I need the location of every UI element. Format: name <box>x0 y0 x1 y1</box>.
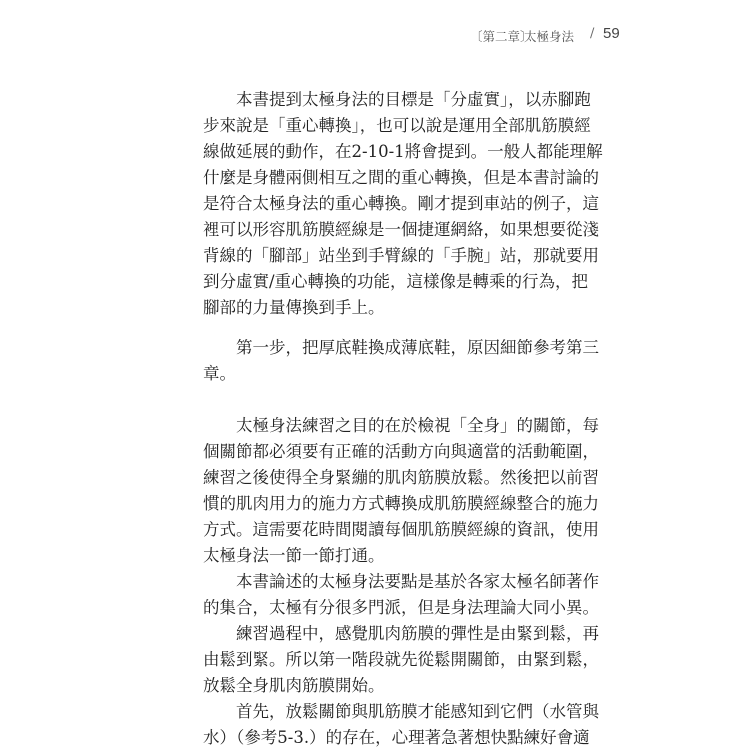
text-line: 到分虛實/重心轉換的功能，這樣像是轉乘的行為，把 <box>203 272 589 291</box>
text-line: 太極身法練習之目的在於檢視「全身」的關節，每 <box>236 416 599 435</box>
text-line: 章。 <box>203 364 236 383</box>
chapter-label: 〔第二章〕 <box>470 29 533 44</box>
text-line: 太極身法一節一節打通。 <box>203 546 385 565</box>
text-line: 首先，放鬆關節與肌筋膜才能感知到它們（水管與 <box>236 702 599 721</box>
text-line: 第一步，把厚底鞋換成薄底鞋，原因細節參考第三 <box>236 338 599 357</box>
text-line: 裡可以形容肌筋膜經線是一個捷運網絡，如果想要從淺 <box>203 220 599 239</box>
text-line: 步來說是「重心轉換」，也可以說是運用全部肌筋膜經 <box>203 116 591 135</box>
text-line: 本書提到太極身法的目標是「分虛實」，以赤腳跑 <box>236 90 591 109</box>
text-line: 個關節都必須要有正確的活動方向與適當的活動範圍， <box>203 442 599 461</box>
chapter-title: 太極身法 <box>524 29 575 44</box>
text-line: 慣的肌肉用力的施力方式轉換成肌筋膜經線整合的施力 <box>203 494 599 513</box>
text-line: 是符合太極身法的重心轉換。剛才提到車站的例子，這 <box>203 194 599 213</box>
text-line: 背線的「腳部」站坐到手臂線的「手腕」站，那就要用 <box>203 246 599 265</box>
text-line: 由鬆到緊。所以第一階段就先從鬆開關節，由緊到鬆， <box>203 650 599 669</box>
text-line: 練習過程中，感覺肌肉筋膜的彈性是由緊到鬆，再 <box>236 624 599 643</box>
text-line: 練習之後使得全身緊繃的肌肉筋膜放鬆。然後把以前習 <box>203 468 599 487</box>
text-line: 什麼是身體兩側相互之間的重心轉換，但是本書討論的 <box>203 168 599 187</box>
text-line: 本書論述的太極身法要點是基於各家太極名師著作 <box>236 572 599 591</box>
text-line: 線做延展的動作，在2-10-1將會提到。一般人都能理解 <box>203 142 603 161</box>
text-line: 水）（參考5-3.）的存在，心理著急著想快點練好會適 <box>203 728 590 747</box>
text-line: 方式。這需要花時間閱讀每個肌筋膜經線的資訊，使用 <box>203 520 599 539</box>
header-separator: / <box>590 26 595 41</box>
text-line: 放鬆全身肌肉筋膜開始。 <box>203 676 385 695</box>
text-line: 的集合，太極有分很多門派，但是身法理論大同小異。 <box>203 598 599 617</box>
text-line: 腳部的力量傳換到手上。 <box>203 298 385 317</box>
page-number: 59 <box>603 25 620 42</box>
